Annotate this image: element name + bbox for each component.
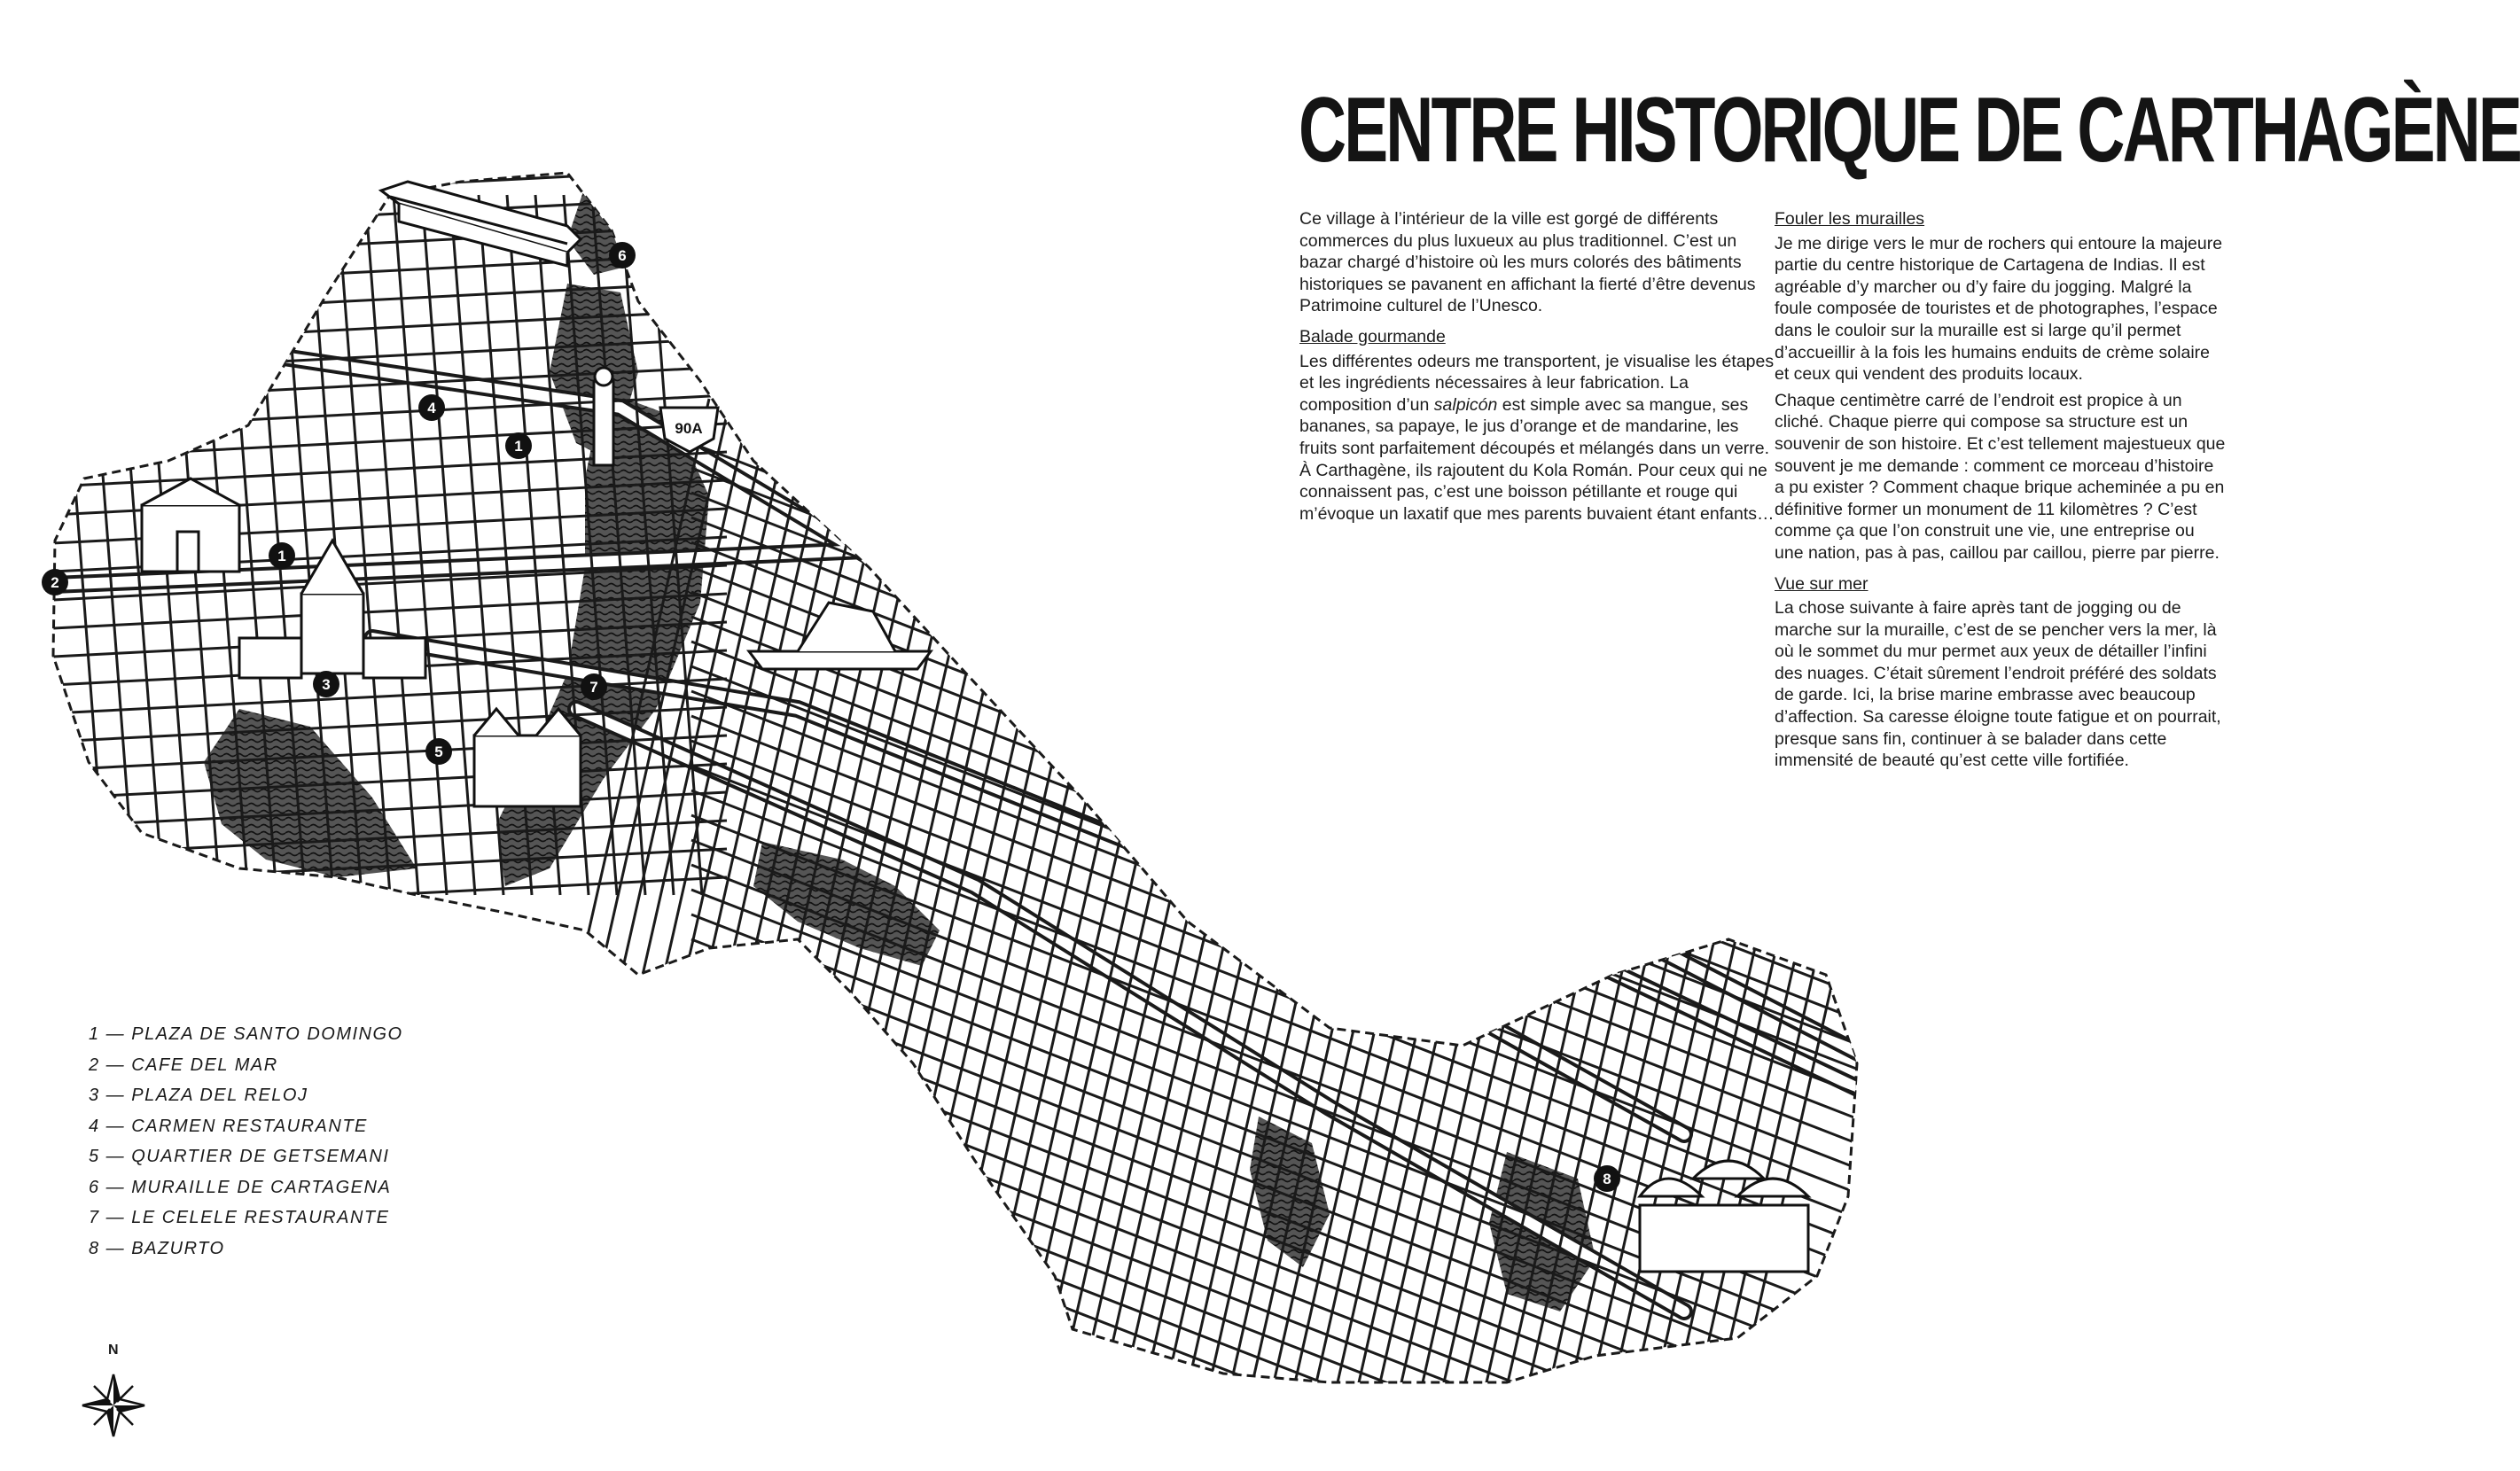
- street-line: [35, 168, 727, 204]
- street-line: [1053, 399, 1283, 1418]
- street-line: [691, 1411, 1879, 1471]
- svg-text:6: 6: [618, 247, 627, 264]
- legend-item: 8 — BAZURTO: [89, 1238, 225, 1258]
- intro-paragraph: Ce village à l’intérieur de la ville est gorgé de différents commerces du plus luxueux au plus traditionnel. C’est un bazar chargé d’histoire où les murs colorés des bâtiments historiques se pavanent en affichant la fierté d’être devenus Patrimoine culturel de l’Unesco.: [1299, 209, 1756, 316]
- street-line: [904, 399, 1135, 1418]
- getsemani-church-illustration: [474, 709, 581, 806]
- svg-text:3: 3: [322, 676, 331, 693]
- marker-8[interactable]: [1594, 1165, 1620, 1192]
- article-column-left: [1299, 208, 1778, 529]
- marker-7[interactable]: [581, 673, 607, 700]
- legend-item: 5 — QUARTIER DE GETSEMANI: [89, 1147, 390, 1166]
- marker-3[interactable]: [313, 671, 339, 697]
- street-line: [1244, 399, 1475, 1418]
- map-legend: [89, 1019, 403, 1264]
- street-line: [1074, 399, 1305, 1418]
- street-line: [82, 195, 135, 895]
- street-line: [35, 197, 727, 232]
- castle-illustration: [749, 603, 931, 669]
- article-column-right: [1775, 208, 2227, 776]
- marker-5[interactable]: [425, 738, 452, 765]
- marker-1b[interactable]: [269, 542, 295, 569]
- legend-item: 3 — PLAZA DEL RELOJ: [89, 1086, 308, 1105]
- page-title: CENTRE HISTORIQUE DE CARTHAGÈNE: [1299, 79, 2520, 182]
- marker-2[interactable]: [42, 569, 68, 595]
- street-line: [394, 195, 447, 895]
- svg-text:8: 8: [1603, 1171, 1611, 1187]
- svg-text:2: 2: [51, 574, 59, 591]
- svg-text:5: 5: [434, 743, 443, 760]
- section-heading-balade: Balade gourmande: [1299, 326, 1446, 346]
- street-line: [691, 1361, 1879, 1471]
- marker-1a[interactable]: [505, 432, 532, 459]
- svg-text:90A: 90A: [675, 420, 703, 437]
- svg-text:1: 1: [277, 548, 286, 564]
- marker-4[interactable]: [418, 394, 445, 421]
- street-line: [691, 1386, 1879, 1471]
- street-line: [35, 877, 727, 913]
- compass-rose-icon: [82, 1374, 144, 1436]
- legend-item: 4 — CARMEN RESTAURANTE: [89, 1116, 368, 1136]
- murailles-paragraph-1: Je me dirige vers le mur de rochers qui entoure la majeure partie du centre historique de Cartagena de Indias. Il est agréable d’y marcher ou d’y faire du jogging. Malgré la foule composée de touristes et de photographes, l’espace dans le couloir sur la muraille est si large qu’il permet d’accueillir à la fois les humains enduits de crème solaire et ceux qui vendent des produits locaux.: [1775, 233, 2223, 385]
- street-line: [53, 195, 106, 895]
- fortress-illustration: [381, 182, 581, 266]
- legend-item: 1 — PLAZA DE SANTO DOMINGO: [89, 1024, 403, 1044]
- section-heading-murailles: Fouler les murailles: [1775, 209, 1925, 229]
- street-line: [691, 642, 1879, 1102]
- market-umbrellas-illustration: [1640, 1161, 1808, 1272]
- svg-text:1: 1: [514, 438, 523, 455]
- street-line: [1266, 399, 1496, 1418]
- street-line: [1202, 399, 1432, 1418]
- marker-6[interactable]: [609, 242, 636, 269]
- murailles-paragraph-2: Chaque centimètre carré de l’endroit est propice à un cliché. Chaque pierre qui compose sa structure est un souvenir de son histoire. Et c’est tellement majestueux que souvent je me demande : comment ce morceau d’histoire a pu exister ? Comment chaque brique acheminée a pu en définitive former un monument de 11 kilomètres ? C’est comme ça que l’on construit une vie, une entreprise ou une nation, pas à pas, caillou par caillou, pierre par pierre.: [1775, 390, 2226, 563]
- street-line: [1138, 399, 1369, 1418]
- street-line: [422, 195, 475, 895]
- street-line: [691, 1287, 1879, 1471]
- section-heading-vue: Vue sur mer: [1775, 573, 1869, 594]
- legend-item: 6 — MURAILLE DE CARTAGENA: [89, 1177, 392, 1197]
- statue-illustration: [594, 368, 613, 465]
- church-illustration: [142, 479, 239, 572]
- compass-north-label: N: [108, 1343, 119, 1358]
- svg-text:4: 4: [427, 400, 436, 416]
- svg-text:7: 7: [589, 679, 598, 696]
- legend-item: 2 — CAFE DEL MAR: [89, 1055, 278, 1075]
- legend-item: 7 — LE CELELE RESTAURANTE: [89, 1208, 390, 1227]
- balade-paragraph: Les différentes odeurs me transportent, je visualise les étapes et les ingrédients nécessaires à leur fabrication. La composition d’un salpicón est simple avec sa mangue, ses bananes, sa papaye, le jus d’orange et de mandarine, les fruits sont parfaitement découpés et mélangés dans un verre. À Carthagène, ils rajoutent du Kola Román. Pour ceux qui ne connaissent pas, c’est une boisson pétillante et rouge qui m’évoque un laxatif que mes parents buvaient étant enfants…: [1299, 351, 1775, 524]
- street-line: [1117, 399, 1347, 1418]
- vue-paragraph: La chose suivante à faire après tant de jogging ou de marche sur la muraille, c’est de se pencher vers la mer, là où le sommet du mur permet aux yeux de détailler l’infini des nuages. C’était sûrement l’endroit préféré des soldats de garde. Ici, la brise marine embrasse avec beaucoup d’affection. Sa caresse éloigne toute fatigue et on pourrait, presque sans fin, continuer à se balader dans cette immensité de beauté qu’est cette ville fortifiée.: [1775, 598, 2221, 771]
- street-line: [691, 1336, 1879, 1471]
- street-line: [1181, 399, 1411, 1418]
